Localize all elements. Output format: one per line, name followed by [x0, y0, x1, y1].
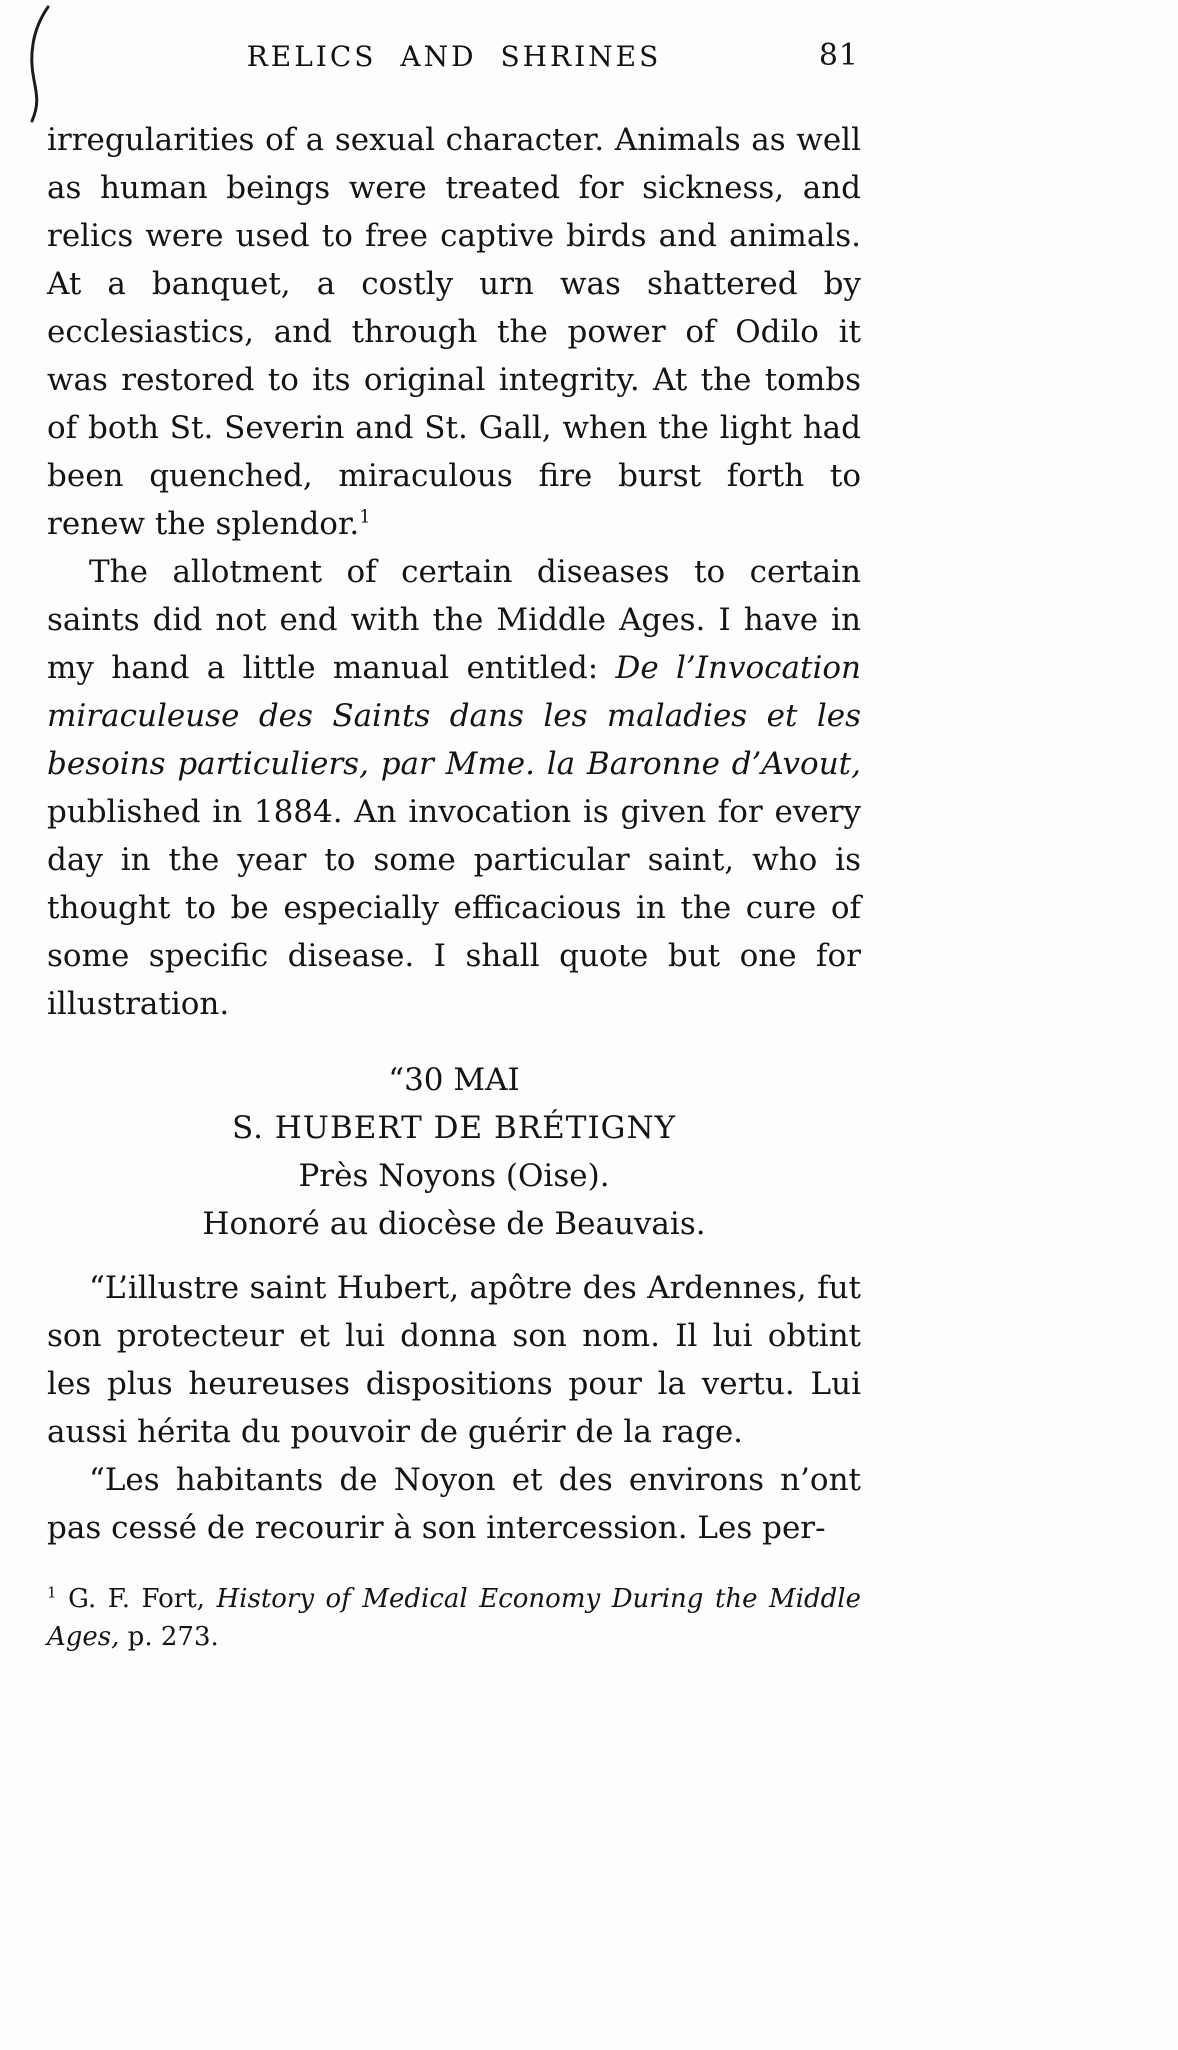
page-number: 81 [818, 38, 859, 73]
chapter-title: RELICS AND SHRINES [246, 40, 662, 73]
running-header [47, 40, 861, 82]
paragraph [47, 116, 861, 548]
paragraph-text: irregularities of a sexual character. Animals as well as human beings were treated for sickness, and relics were used to free captive birds and animals. At a banquet, a costly urn was shattered by ecclesiastics, and through the power of Odilo it was restored to its original integrity. At the tombs of both St. Severin and St. Gall, when the light had been quenched, miraculous fire burst forth to renew the splendor. [47, 122, 861, 542]
invocation-date: “30 MAI [388, 1062, 520, 1098]
page-body [47, 116, 861, 1552]
paragraph [47, 1456, 861, 1552]
text-column [47, 40, 861, 1656]
footnote [47, 1580, 861, 1656]
invocation-saint-name: S. HUBERT DE BRÉTIGNY [231, 1110, 677, 1146]
invocation-diocese: Honoré au diocèse de Beauvais. [202, 1206, 706, 1242]
footnote-text: p. 273. [119, 1622, 219, 1652]
paragraph [47, 1264, 861, 1456]
paragraph [47, 548, 861, 1028]
paragraph-text: published in 1884. An invocation is given for every day in the year to some particular saint, who is thought to be especially efficacious in the cure of some specific disease. I shall quote but one for illustration. [47, 794, 861, 1022]
invocation-heading [47, 1056, 861, 1248]
footnote-text: G. F. Fort, [56, 1584, 217, 1614]
invocation-place: Près Noyons (Oise). [298, 1158, 610, 1194]
paragraph-text: “L’illustre saint Hubert, apôtre des Ardennes, fut son protecteur et lui donna son nom. Il lui obtint les plus heureuses dispositions pour la vertu. Lui aussi hérita du pouvoir de guérir de la rage. [47, 1270, 861, 1450]
paragraph-text: “Les habitants de Noyon et des environs n’ont pas cessé de recourir à son intercession. Les per- [47, 1462, 861, 1546]
footnote-book-title: History of Medical Economy During the Middle Ages, [47, 1584, 861, 1652]
paragraph-text: The allotment of certain diseases to certain saints did not end with the Middle Ages. I have in my hand a little manual entitled: [47, 554, 861, 686]
cited-title-italic: De l’Invocation miraculeuse des Saints dans les maladies et les besoins particuliers, par Mme. la Baronne d’Avout, [47, 650, 862, 782]
footnote-marker: 1 [359, 506, 371, 528]
footnote-marker: 1 [47, 1583, 57, 1602]
